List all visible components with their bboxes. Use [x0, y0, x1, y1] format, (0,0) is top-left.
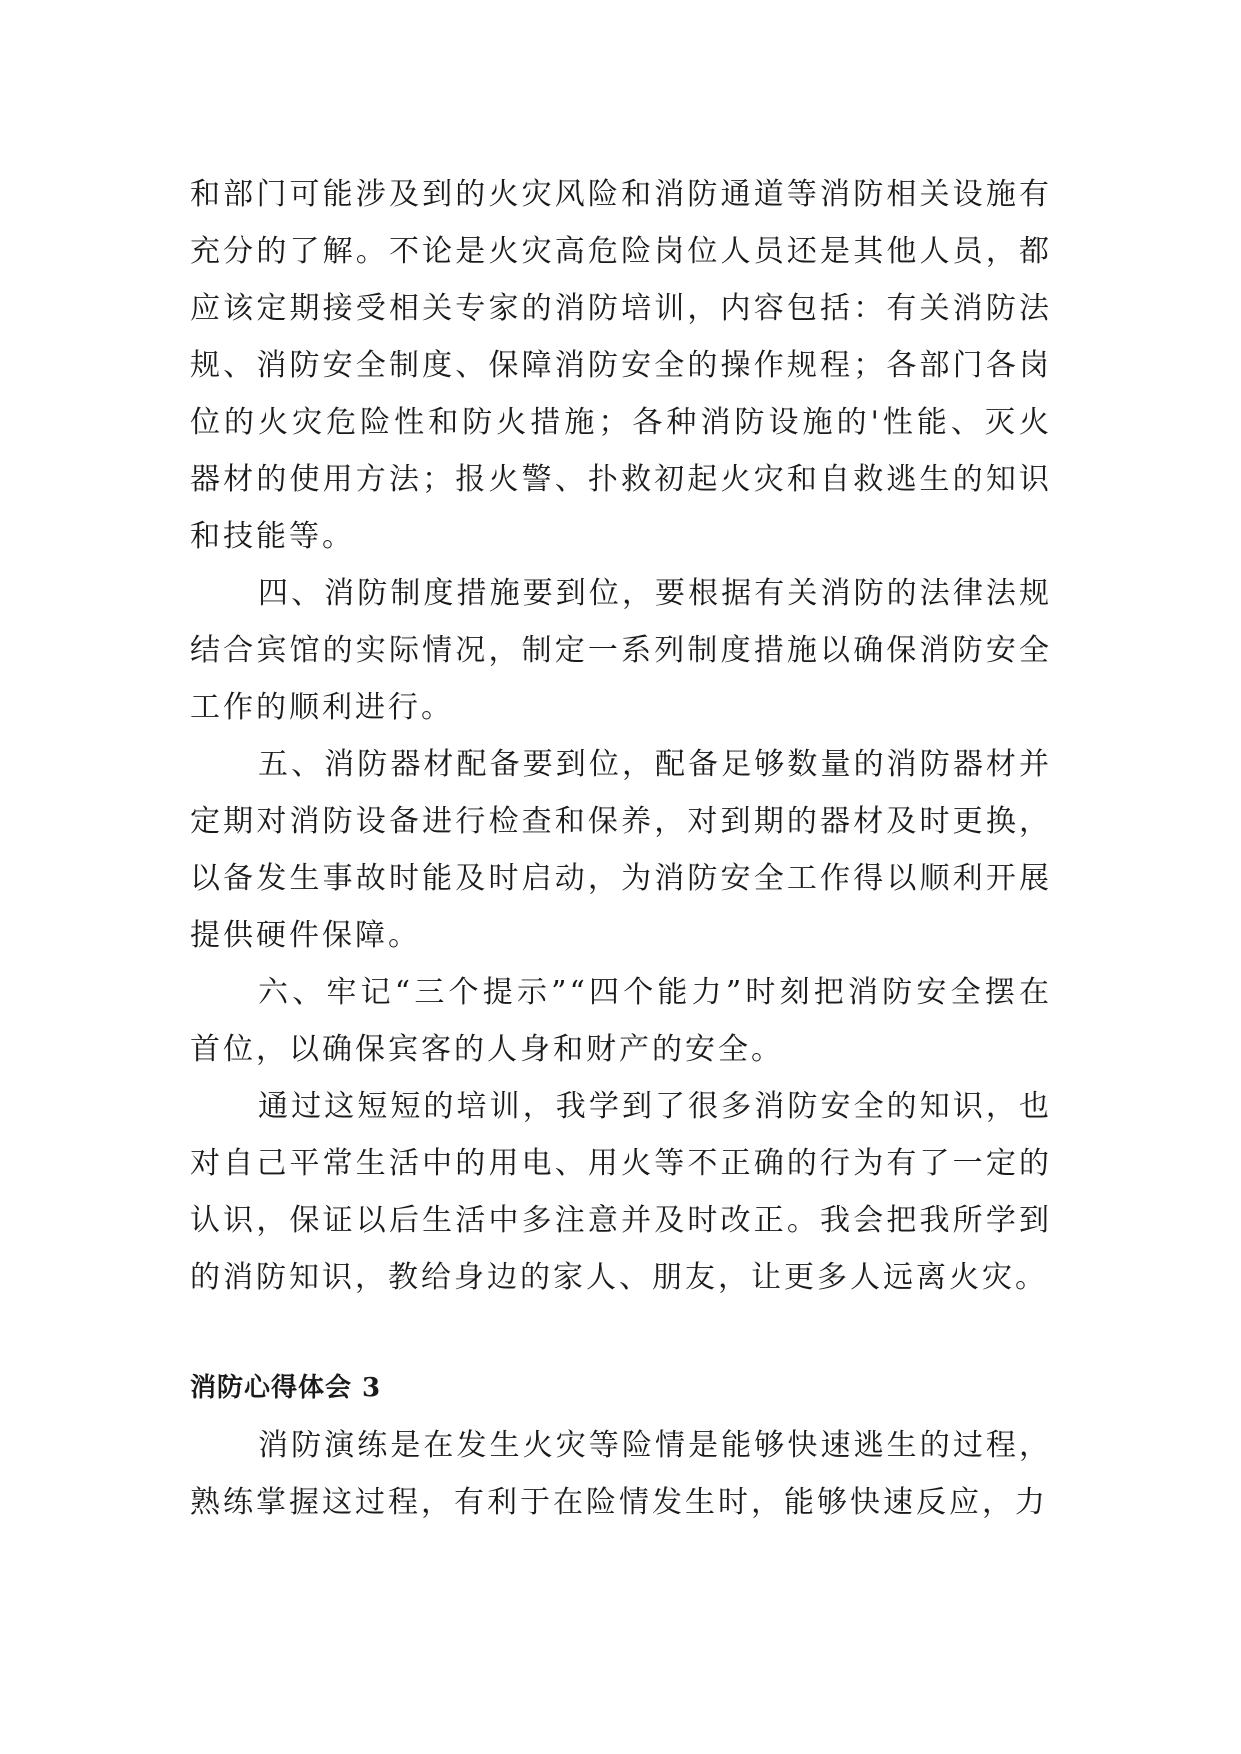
paragraph: 和部门可能涉及到的火灾风险和消防通道等消防相关设施有充分的了解。不论是火灾高危险岗位人员还是其他人员，都应该定期接受相关专家的消防培训，内容包括：有关消防法规、消防安全制度、保障消防安全的操作规程；各部门各岗位的火灾危险性和防火措施；各种消防设施的'性能、灭火器材的使用方法；报火警、扑救初起火灾和自救逃生的知识和技能等。 — [190, 177, 1052, 554]
paragraph: 六、牢记“三个提示”“四个能力”时刻把消防安全摆在首位，以确保宾客的人身和财产的安全。 — [190, 975, 1052, 1067]
paragraph: 通过这短短的培训，我学到了很多消防安全的知识，也对自己平常生活中的用电、用火等不正确的行为有了一定的认识，保证以后生活中多注意并及时改正。我会把我所学到的消防知识，教给身边的家人、朋友，让更多人远离火灾。 — [190, 1089, 1052, 1295]
paragraph: 四、消防制度措施要到位，要根据有关消防的法律法规结合宾馆的实际情况，制定一系列制度措施以确保消防安全工作的顺利进行。 — [190, 576, 1052, 725]
paragraph: 消防演练是在发生火灾等险情是能够快速逃生的过程，熟练掌握这过程，有利于在险情发生时，能够快速反应，力 — [190, 1428, 1052, 1520]
document-page — [190, 166, 1052, 1531]
section-title: 消防心得体会 3 — [190, 1373, 382, 1403]
paragraph: 五、消防器材配备要到位，配备足够数量的消防器材并定期对消防设备进行检查和保养，对到期的器材及时更换，以备发生事故时能及时启动，为消防安全工作得以顺利开展提供硬件保障。 — [190, 747, 1052, 953]
